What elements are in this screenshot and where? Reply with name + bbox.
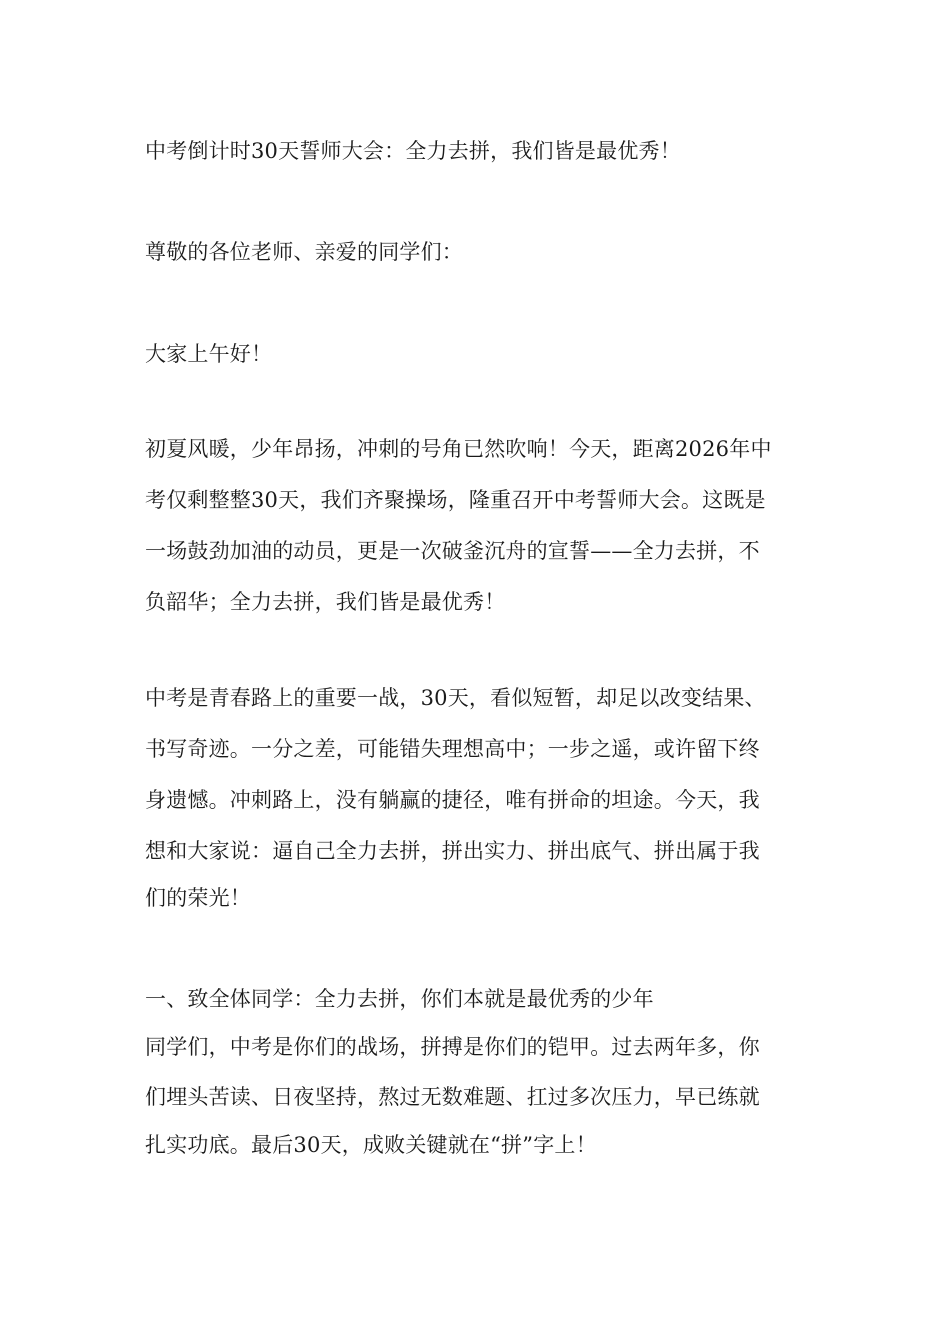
greeting: 大家上午好！ xyxy=(145,342,273,366)
section-heading: 一、致全体同学：全力去拼，你们本就是最优秀的少年 xyxy=(145,987,654,1011)
paragraph-line: 书写奇迹。一分之差，可能错失理想高中；一步之遥，或许留下终 xyxy=(145,737,760,761)
paragraph-line: 想和大家说：逼自己全力去拼，拼出实力、拼出底气、拼出属于我 xyxy=(145,839,760,863)
salutation: 尊敬的各位老师、亲爱的同学们： xyxy=(145,240,463,264)
paragraph-line: 们的荣光！ xyxy=(145,886,251,910)
paragraph-line: 一场鼓劲加油的动员，更是一次破釜沉舟的宣誓——全力去拼，不 xyxy=(145,539,760,563)
paragraph-line: 中考是青春路上的重要一战，30天，看似短暂，却足以改变结果、 xyxy=(145,686,766,710)
paragraph-line: 扎实功底。最后30天，成败关键就在“拼”字上！ xyxy=(145,1133,597,1157)
paragraph-line: 同学们，中考是你们的战场，拼搏是你们的铠甲。过去两年多，你 xyxy=(145,1035,760,1059)
paragraph-line: 们埋头苦读、日夜坚持，熬过无数难题、扛过多次压力，早已练就 xyxy=(145,1085,760,1109)
paragraph-line: 负韶华；全力去拼，我们皆是最优秀！ xyxy=(145,590,506,614)
paragraph-line: 初夏风暖，少年昂扬，冲刺的号角已然吹响！今天，距离2026年中 xyxy=(145,437,772,461)
document-title: 中考倒计时30天誓师大会：全力去拼，我们皆是最优秀！ xyxy=(145,139,681,163)
paragraph-line: 身遗憾。冲刺路上，没有躺赢的捷径，唯有拼命的坦途。今天，我 xyxy=(145,788,760,812)
paragraph-line: 考仅剩整整30天，我们齐聚操场，隆重召开中考誓师大会。这既是 xyxy=(145,488,766,512)
